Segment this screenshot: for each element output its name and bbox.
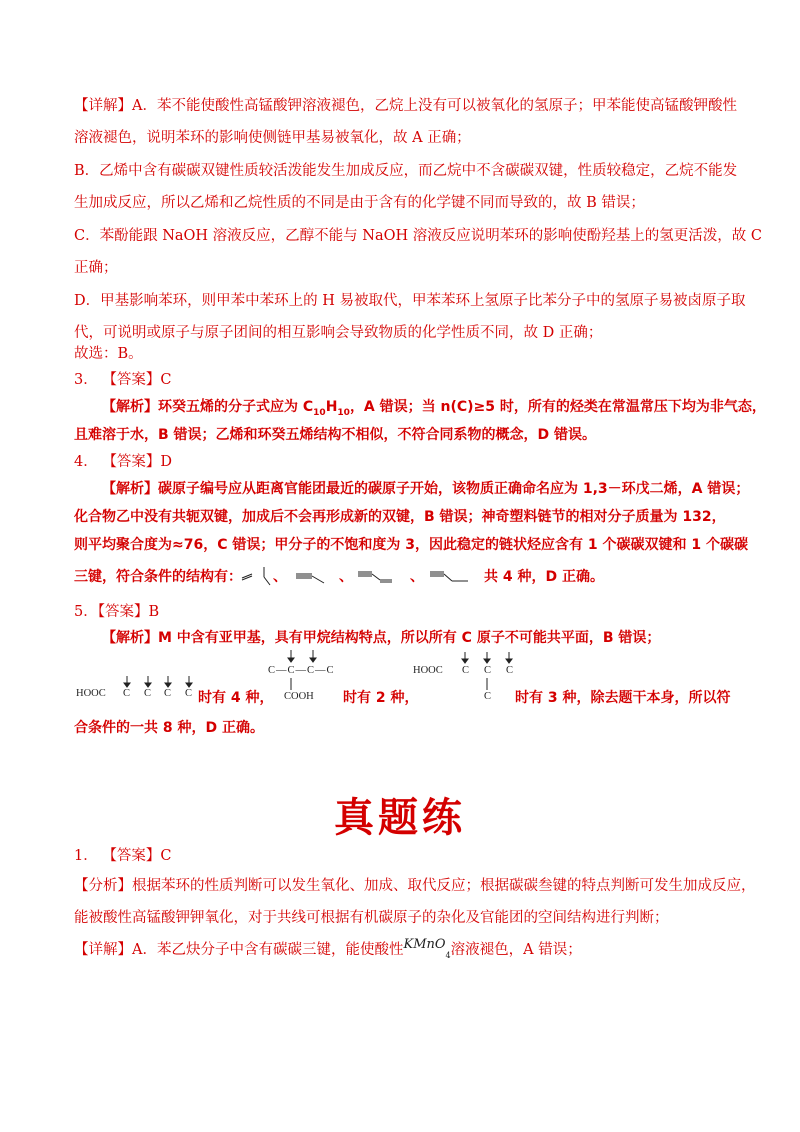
text-line: D．甲基影响苯环，则甲苯中苯环上的 H 易被取代，甲苯苯环上氢原子比苯分子中的氢原子易被卤原子取 bbox=[74, 293, 746, 309]
analysis-line: 三键，符合条件的结构有： bbox=[74, 569, 242, 585]
structure-atom: C bbox=[164, 688, 172, 699]
structure-label: HOOC bbox=[76, 688, 106, 699]
answer-heading: 4． 【答案】D bbox=[74, 454, 172, 470]
structure-atom: C bbox=[506, 665, 514, 676]
answer-heading: 5．【答案】B bbox=[74, 604, 160, 620]
analysis-line: 【解析】碳原子编号应从距离官能团最近的碳原子开始，该物质正确命名应为 1,3－环戊二烯，A 错误； bbox=[102, 481, 750, 497]
structure-atom: C bbox=[462, 665, 470, 676]
structure-atom: C bbox=[185, 688, 193, 699]
structure-atom: C bbox=[123, 688, 131, 699]
text-line: 溶液褪色，说明苯环的影响使侧链甲基易被氧化，故 A 正确； bbox=[74, 130, 471, 146]
separator: 、 bbox=[339, 569, 353, 585]
analysis-line: 化合物乙中没有共轭双键，加成后不会再形成新的双键，B 错误；神奇塑料链节的相对分子质量为 132， bbox=[74, 509, 726, 525]
text-line: 代，可说明或原子与原子团间的相互影响会导致物质的化学性质不同，故 D 正确； bbox=[74, 325, 603, 341]
analysis-line: 共 4 种，D 正确。 bbox=[484, 569, 604, 585]
answer-heading: 1． 【答案】C bbox=[74, 848, 172, 864]
structure-atom: C bbox=[484, 665, 492, 676]
bond-line bbox=[290, 678, 294, 692]
answer-heading: 3． 【答案】C bbox=[74, 372, 172, 388]
analysis-line: 时有 4 种， bbox=[198, 690, 274, 706]
text-line: 生加成反应，所以乙烯和乙烷性质的不同是由于含有的化学键不同而导致的，故 B 错误； bbox=[74, 195, 645, 211]
structure-label: COOH bbox=[284, 691, 314, 702]
text-line: 能被酸性高锰酸钾钾氧化，对于共线可根据有机碳原子的杂化及官能团的空间结构进行判断； bbox=[74, 910, 669, 926]
analysis-line: 时有 3 种，除去题干本身，所以符 bbox=[515, 690, 731, 706]
text-line: 故选：B。 bbox=[74, 346, 143, 362]
formula: KMnO bbox=[403, 937, 446, 952]
bond-line bbox=[486, 678, 490, 692]
analysis-line: 【解析】M 中含有亚甲基，具有甲烷结构特点，所以所有 C 原子不可能共平面，B 错误； bbox=[102, 630, 661, 646]
separator: 、 bbox=[273, 569, 287, 585]
separator: 、 bbox=[410, 569, 424, 585]
analysis-line: 时有 2 种， bbox=[343, 690, 419, 706]
text-line: 正确； bbox=[74, 260, 118, 276]
structure-atom: C bbox=[144, 688, 152, 699]
arrow-markers bbox=[120, 676, 200, 690]
analysis-line: 合条件的一共 8 种，D 正确。 bbox=[74, 720, 264, 736]
analysis-line: 且难溶于水，B 错误；乙烯和环癸五烯结构不相似，不符合同系物的概念，D 错误。 bbox=[74, 427, 597, 443]
text-line: 【分析】根据苯环的性质判断可以发生氧化、加成、取代反应；根据碳碳叁键的特点判断可发生加成反应， bbox=[74, 878, 756, 894]
arrow-markers bbox=[458, 652, 518, 666]
structure-atom: C bbox=[484, 691, 492, 702]
text-line: B．乙烯中含有碳碳双键性质较活泼能发生加成反应，而乙烷中不含碳碳双键，性质较稳定，乙烷不能发 bbox=[74, 163, 738, 179]
text-line: 【详解】A．苯乙炔分子中含有碳碳三键，能使酸性KMnO$_4$溶液褪色，A 错误； bbox=[74, 937, 582, 960]
structure-label: HOOC bbox=[413, 665, 443, 676]
analysis-line: 则平均聚合度为≈76，C 错误；甲分子的不饱和度为 3，因此稳定的链状烃应含有 1 个碳碳双键和 1 个碳碳 bbox=[74, 537, 748, 553]
text-line: C．苯酚能跟 NaOH 溶液反应，乙醇不能与 NaOH 溶液反应说明苯环的影响使酚羟基上的氢更活泼，故 C bbox=[74, 228, 762, 244]
analysis-line: 【解析】环癸五烯的分子式应为 $C_{10}H_{10}$，A 错误；当 n(C)≥5 时，所有的烃类在常温常压下均为非气态， bbox=[102, 399, 766, 418]
section-title: 真题练 bbox=[334, 794, 466, 841]
text-line: 【详解】A．苯不能使酸性高锰酸钾溶液褪色，乙烷上没有可以被氧化的氢原子；甲苯能使高锰酸钾酸性 bbox=[74, 98, 737, 114]
structure-chain: C—C—C—C bbox=[268, 665, 335, 676]
arrow-markers bbox=[285, 650, 335, 666]
